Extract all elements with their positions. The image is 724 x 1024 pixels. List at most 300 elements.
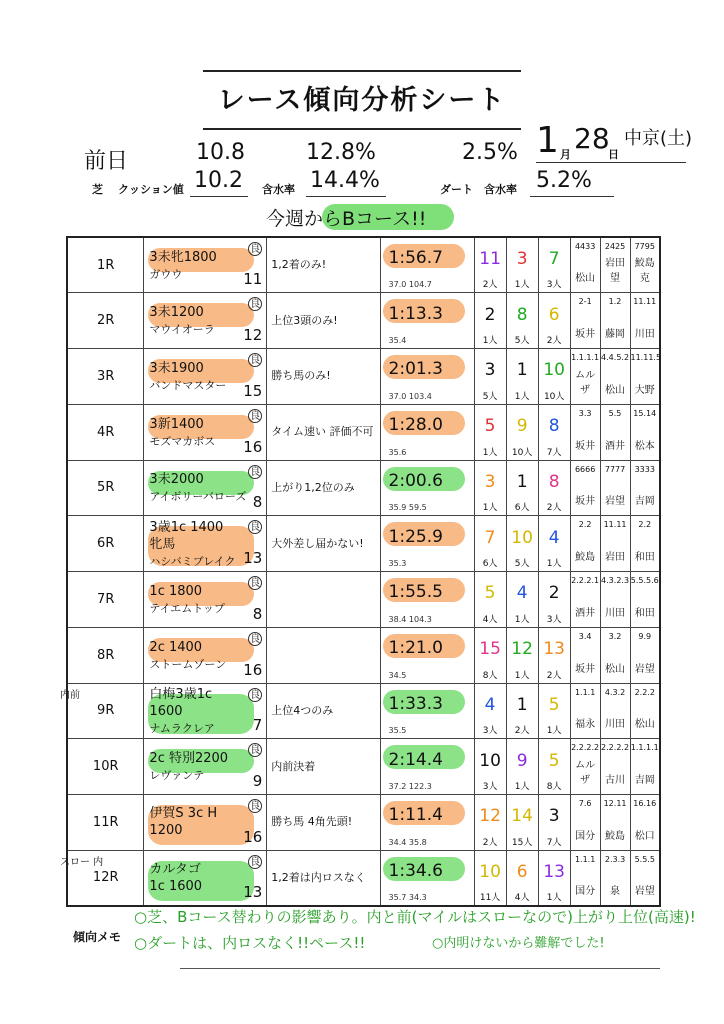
jockey-cell-2: [600, 739, 630, 795]
race-number-cell: [67, 460, 144, 516]
race-condition-cell: [144, 795, 267, 851]
corner-positions: 2425: [604, 242, 626, 251]
track-condition-mark: 良: [250, 466, 261, 478]
place-popularity: 11人: [479, 893, 501, 903]
race-condition: 3歳1c 1400: [149, 519, 224, 535]
race-time-cell: [380, 627, 474, 683]
corner-positions: 11.11: [633, 297, 657, 307]
place-popularity: 10人: [543, 391, 565, 402]
race-number: 2R: [97, 313, 115, 329]
race-field-size: 13: [243, 883, 263, 901]
race-time: 1:11.4: [388, 805, 443, 826]
corner-positions: 2.2: [578, 520, 592, 530]
corner-positions: 1.2: [608, 297, 622, 307]
date-underline: [536, 162, 686, 163]
prev-moisture-turf: 12.8%: [306, 140, 376, 165]
jockey-cell-3: [630, 349, 660, 405]
winning-horse: ガウウ: [149, 267, 183, 281]
moisture-dirt-value: 5.2%: [536, 168, 592, 193]
place-cell-3: [538, 683, 570, 739]
month-label: 月: [560, 148, 571, 161]
race-time-sub: 35.5: [388, 726, 407, 736]
race-memo-cell: [267, 516, 380, 572]
place-cell-2: [506, 627, 538, 683]
place-horse-number: 10: [511, 527, 533, 548]
race-time-sub: 34.4 35.8: [388, 837, 427, 847]
place-cell-3: [538, 404, 570, 460]
race-table: [60, 236, 662, 907]
race-side-note: スロー 内: [60, 856, 104, 868]
race-memo-cell: [267, 795, 380, 851]
race-time: 1:55.5: [388, 582, 443, 603]
place-cell-1: [474, 850, 506, 906]
jockey-cell-3: [630, 739, 660, 795]
race-row: [67, 293, 660, 349]
race-row: [67, 404, 660, 460]
place-popularity: 7人: [546, 447, 562, 458]
race-memo: タイム速い 評価不可: [271, 425, 374, 439]
race-condition-cell: [144, 460, 267, 516]
jockey-name: 岩田望: [605, 258, 626, 285]
place-popularity: 2人: [546, 670, 562, 681]
jockey-cell-3: [630, 572, 660, 628]
place-cell-2: [506, 349, 538, 405]
race-condition-sub: 1c 1600: [149, 878, 203, 894]
race-condition-sub: 牝馬: [149, 536, 176, 552]
race-condition-cell: [144, 683, 267, 739]
jockey-name: 松本: [634, 440, 655, 452]
jockey-cell-2: [600, 683, 630, 739]
race-memo-cell: [267, 349, 380, 405]
jockey-cell-1: [570, 516, 600, 572]
place-popularity: 6人: [482, 559, 498, 569]
moisture-dirt-underline: [530, 196, 614, 197]
dirt-label: ダート: [440, 183, 473, 196]
winning-horse: ストームゾーン: [149, 657, 227, 671]
race-number-cell: [60, 683, 144, 739]
jockey-cell-3: [630, 460, 660, 516]
race-condition: 2c 特別2200: [149, 751, 229, 767]
race-row: [67, 627, 660, 683]
race-condition-cell: [144, 349, 267, 405]
race-condition: カルタゴ: [149, 861, 201, 877]
track-condition-mark: 良: [250, 745, 261, 757]
place-cell-1: [474, 795, 506, 851]
race-time-cell: [380, 850, 474, 906]
race-condition-cell: [144, 572, 267, 628]
race-condition: 白梅3歳1c: [149, 686, 213, 702]
place-cell-3: [538, 293, 570, 349]
race-side-note: 内前: [60, 689, 80, 701]
memo-line-1: ○芝、Bコース替わりの影響あり。内と前(マイルはスローなので)上がり上位(高速)!: [134, 908, 696, 926]
corner-positions: 2.2: [638, 520, 652, 530]
race-memo-cell: [267, 460, 380, 516]
place-horse-number: 3: [548, 806, 560, 827]
corner-positions: 7795: [634, 242, 655, 251]
place-horse-number: 1: [516, 471, 528, 492]
track-condition-mark: 良: [250, 355, 261, 366]
jockey-cell-3: [630, 404, 660, 460]
turf-label: 芝: [92, 183, 103, 196]
place-cell-2: [506, 795, 538, 851]
jockey-cell-3: [630, 683, 660, 739]
place-cell-1: [474, 516, 506, 572]
jockey-name: 古川: [605, 775, 626, 786]
jockey-cell-2: [600, 404, 630, 460]
race-condition: 3未1200: [149, 305, 204, 321]
place-horse-number: 5: [548, 694, 560, 715]
place-horse-number: 10: [479, 750, 501, 771]
race-memo: 勝ち馬のみ!: [271, 369, 331, 383]
race-time-sub: 37.2 122.3: [388, 782, 432, 791]
race-row: [67, 739, 660, 795]
place-horse-number: 8: [548, 471, 560, 492]
place-popularity: 3人: [546, 280, 562, 291]
jockey-cell-1: [570, 293, 600, 349]
race-condition-sub: 1600: [149, 703, 183, 719]
track-condition-mark: 良: [250, 522, 261, 534]
prev-moisture-dirt: 2.5%: [462, 140, 518, 165]
place-horse-number: 7: [548, 249, 560, 270]
race-condition: 1c 1800: [149, 583, 203, 599]
race-memo-cell: [267, 237, 380, 293]
place-horse-number: 5: [484, 583, 496, 604]
race-memo-cell: [267, 293, 380, 349]
jockey-cell-1: [570, 795, 600, 851]
race-condition: 3新1400: [149, 416, 204, 432]
place-horse-number: 1: [516, 694, 528, 715]
race-memo: 1,2着は内ロスなく: [271, 870, 366, 884]
place-horse-number: 8: [516, 304, 528, 325]
place-horse-number: 7: [484, 527, 496, 548]
jockey-name: 和田: [634, 552, 655, 563]
place-horse-number: 14: [511, 806, 533, 827]
cushion-label: クッション値: [118, 183, 184, 196]
moisture-turf-underline: [306, 196, 386, 197]
place-horse-number: 3: [484, 471, 496, 492]
corner-positions: 3.3: [578, 408, 592, 418]
winning-horse: バンドマスター: [149, 378, 227, 392]
race-number: 4R: [97, 424, 115, 440]
place-popularity: 1人: [546, 559, 562, 569]
jockey-name: 松山: [634, 719, 655, 731]
place-popularity: 1人: [514, 670, 530, 681]
race-condition-cell: [144, 627, 267, 683]
jockey-name: 松山: [605, 384, 626, 396]
jockey-name: 鮫島克: [634, 258, 655, 285]
race-time: 1:33.3: [388, 693, 443, 714]
moisture-turf-value: 14.4%: [310, 168, 380, 193]
race-memo-cell: [267, 850, 380, 906]
jockey-cell-2: [600, 293, 630, 349]
place-popularity: 3人: [482, 726, 498, 737]
race-time-cell: [380, 795, 474, 851]
page-title: レース傾向分析シート: [217, 85, 507, 116]
day-label: 日: [608, 148, 619, 161]
jockey-cell-1: [570, 237, 600, 293]
jockey-cell-2: [600, 516, 630, 572]
race-time: 1:13.3: [388, 303, 443, 324]
corner-positions: 1.1.1.1: [630, 743, 659, 753]
race-time-sub: 37.0 103.4: [388, 391, 432, 401]
place-cell-3: [538, 850, 570, 906]
corner-positions: 11.11: [603, 520, 627, 530]
place-cell-2: [506, 237, 538, 293]
race-memo: 内前決着: [271, 759, 316, 773]
place-popularity: 10人: [511, 447, 533, 458]
winning-horse: マウイオーラ: [149, 323, 215, 337]
race-row: [67, 683, 660, 739]
corner-positions: 2.2.2.2: [571, 743, 600, 753]
race-memo: 1,2着のみ!: [271, 258, 327, 272]
place-horse-number: 6: [548, 304, 560, 325]
race-row: [67, 572, 660, 628]
race-number-cell: [67, 349, 144, 405]
race-field-size: 12: [243, 326, 263, 344]
jockey-cell-2: [600, 460, 630, 516]
race-time-sub: 38.4 104.3: [388, 614, 432, 624]
jockey-name: 大野: [634, 384, 655, 396]
race-number: 5R: [97, 480, 115, 496]
race-time: 1:21.0: [388, 638, 443, 659]
place-horse-number: 3: [484, 360, 496, 381]
race-field-size: 16: [243, 827, 263, 846]
place-cell-1: [474, 572, 506, 628]
place-cell-2: [506, 739, 538, 795]
jockey-name: 福永: [575, 719, 596, 731]
race-number: 7R: [97, 591, 115, 607]
place-horse-number: 5: [548, 750, 560, 771]
place-horse-number: 8: [548, 416, 560, 437]
race-time-sub: 35.9 59.5: [388, 503, 427, 513]
race-number-cell: [67, 404, 144, 460]
prev-cushion-value: 10.8: [196, 140, 245, 165]
jockey-cell-2: [600, 572, 630, 628]
race-number-cell: [67, 795, 144, 851]
place-cell-1: [474, 627, 506, 683]
place-popularity: 6人: [514, 503, 530, 514]
track-condition-mark: 良: [250, 578, 261, 589]
corner-positions: 1.1.1: [574, 687, 596, 697]
race-memo-cell: [267, 627, 380, 683]
place-cell-2: [506, 460, 538, 516]
place-cell-1: [474, 683, 506, 739]
race-time-cell: [380, 516, 474, 572]
winning-horse: ナムラクレア: [149, 721, 215, 735]
jockey-cell-3: [630, 293, 660, 349]
race-number: 8R: [97, 647, 115, 663]
cushion-underline: [190, 196, 248, 197]
place-cell-3: [538, 460, 570, 516]
race-number: 10R: [92, 759, 119, 775]
jockey-name: 川田: [634, 329, 655, 340]
jockey-cell-1: [570, 404, 600, 460]
race-memo: 勝ち馬 4角先頭!: [271, 815, 353, 829]
corner-positions: 3333: [634, 464, 655, 474]
place-horse-number: 4: [484, 694, 496, 715]
race-number: 3R: [97, 368, 115, 384]
title-bottom-rule: [203, 128, 521, 130]
corner-positions: 5.5.5: [634, 854, 655, 864]
race-number-cell: [67, 572, 144, 628]
race-condition: 3未1900: [149, 360, 204, 376]
race-time: 1:56.7: [388, 248, 443, 269]
race-number-cell: [67, 293, 144, 349]
place-popularity: 3人: [546, 614, 562, 625]
corner-positions: 4.3.2.3: [601, 576, 630, 585]
place-horse-number: 3: [516, 249, 528, 270]
place-horse-number: 2: [548, 583, 560, 604]
corner-positions: 3.4: [578, 631, 592, 641]
race-field-size: 9: [252, 772, 263, 790]
place-popularity: 7人: [546, 837, 562, 848]
place-cell-3: [538, 516, 570, 572]
place-cell-1: [474, 293, 506, 349]
race-time-cell: [380, 349, 474, 405]
jockey-cell-3: [630, 850, 660, 906]
jockey-cell-1: [570, 349, 600, 405]
place-popularity: 1人: [514, 614, 530, 625]
race-time-cell: [380, 683, 474, 739]
race-day: 28: [574, 122, 610, 155]
race-number: 1R: [97, 257, 115, 273]
race-number-cell: [60, 850, 144, 906]
place-horse-number: 1: [516, 360, 528, 381]
race-number: 11R: [92, 814, 119, 830]
jockey-cell-3: [630, 516, 660, 572]
jockey-name: ムルザ: [575, 760, 596, 786]
race-month: 1: [536, 120, 559, 161]
winning-horse: ハシバミブレイク: [149, 554, 236, 568]
race-time-sub: 35.3: [388, 559, 407, 568]
race-time-sub: 34.5: [388, 670, 407, 680]
race-time-cell: [380, 739, 474, 795]
race-number: 12R: [92, 870, 119, 886]
jockey-name: 国分: [575, 886, 596, 897]
place-popularity: 2人: [482, 837, 498, 848]
race-time-sub: 35.4: [388, 336, 407, 345]
jockey-cell-1: [570, 572, 600, 628]
race-number: 6R: [97, 536, 115, 552]
moisture-dirt-label: 含水率: [484, 183, 517, 196]
place-popularity: 5人: [482, 391, 498, 402]
moisture-turf-label: 含水率: [262, 183, 295, 196]
race-field-size: 15: [243, 381, 263, 400]
jockey-cell-3: [630, 627, 660, 683]
jockey-name: 藤岡: [605, 329, 626, 340]
winning-horse: モズマカボス: [149, 434, 216, 448]
place-popularity: 8人: [482, 670, 498, 681]
corner-positions: 1.1.1.1: [571, 353, 600, 362]
race-row: [67, 850, 660, 906]
jockey-cell-2: [600, 795, 630, 851]
jockey-cell-1: [570, 739, 600, 795]
place-horse-number: 12: [479, 806, 501, 827]
place-cell-3: [538, 795, 570, 851]
corner-positions: 5.5: [608, 408, 622, 418]
corner-positions: 6666: [574, 464, 596, 474]
place-popularity: 1人: [482, 336, 498, 346]
race-time: 1:25.9: [388, 526, 443, 547]
corner-positions: 16.16: [633, 799, 657, 808]
corner-positions: 12.11: [603, 799, 627, 808]
race-memo: 上がり1,2位のみ: [271, 480, 355, 494]
place-cell-3: [538, 739, 570, 795]
track-condition-mark: 良: [250, 689, 261, 701]
race-time-sub: 35.6: [388, 447, 407, 457]
place-popularity: 1人: [514, 280, 530, 291]
race-field-size: 11: [243, 270, 263, 289]
race-time: 2:01.3: [388, 359, 443, 380]
place-horse-number: 13: [543, 861, 565, 882]
jockey-name: 鮫島: [605, 830, 626, 842]
place-popularity: 3人: [482, 782, 498, 792]
place-cell-2: [506, 850, 538, 906]
race-field-size: 8: [252, 604, 263, 623]
race-number-cell: [67, 627, 144, 683]
track-condition-mark: 良: [250, 299, 261, 311]
place-horse-number: 4: [548, 527, 560, 548]
jockey-name: 岩田: [605, 552, 626, 563]
race-row: [67, 237, 660, 293]
race-field-size: 16: [243, 660, 263, 679]
place-cell-2: [506, 293, 538, 349]
place-cell-2: [506, 572, 538, 628]
place-popularity: 1人: [482, 447, 498, 458]
race-venue: 中京(土): [624, 128, 693, 149]
winning-horse: レヴァンテ: [149, 769, 205, 783]
corner-positions: 4.3.2: [604, 687, 626, 697]
place-popularity: 4人: [482, 614, 498, 625]
jockey-cell-3: [630, 237, 660, 293]
jockey-name: 酒井: [575, 607, 596, 619]
place-cell-2: [506, 404, 538, 460]
place-popularity: 15人: [511, 837, 533, 848]
jockey-cell-2: [600, 850, 630, 906]
jockey-name: 酒井: [605, 440, 626, 452]
race-row: [67, 460, 660, 516]
race-row: [67, 516, 660, 572]
race-time-sub: 37.0 104.7: [388, 280, 432, 290]
place-horse-number: 5: [484, 416, 496, 437]
title-top-rule: [203, 70, 521, 72]
jockey-cell-1: [570, 683, 600, 739]
jockey-name: ムルザ: [575, 369, 596, 396]
place-cell-3: [538, 349, 570, 405]
jockey-name: 泉: [610, 886, 621, 897]
place-popularity: 4人: [514, 893, 530, 903]
jockey-name: 坂井: [575, 440, 596, 452]
corner-positions: 5.5.5.6: [630, 576, 659, 585]
corner-positions: 3.2: [608, 631, 622, 641]
winning-horse: アイボリーバローズ: [149, 490, 247, 504]
place-cell-3: [538, 237, 570, 293]
race-time: 2:00.6: [388, 470, 443, 491]
place-cell-1: [474, 349, 506, 405]
race-time-cell: [380, 293, 474, 349]
race-condition-cell: [144, 516, 267, 572]
corner-positions: 9.9: [638, 631, 652, 641]
place-horse-number: 2: [484, 304, 496, 325]
corner-positions: 2-1: [578, 297, 592, 307]
place-cell-3: [538, 572, 570, 628]
jockey-name: 松口: [634, 830, 655, 842]
corner-positions: 15.14: [633, 408, 657, 418]
race-condition: 3未牝1800: [149, 249, 217, 265]
corner-positions: 4.4.5.2: [601, 353, 630, 362]
memo-bottom-rule: [180, 968, 660, 969]
race-memo-cell: [267, 404, 380, 460]
